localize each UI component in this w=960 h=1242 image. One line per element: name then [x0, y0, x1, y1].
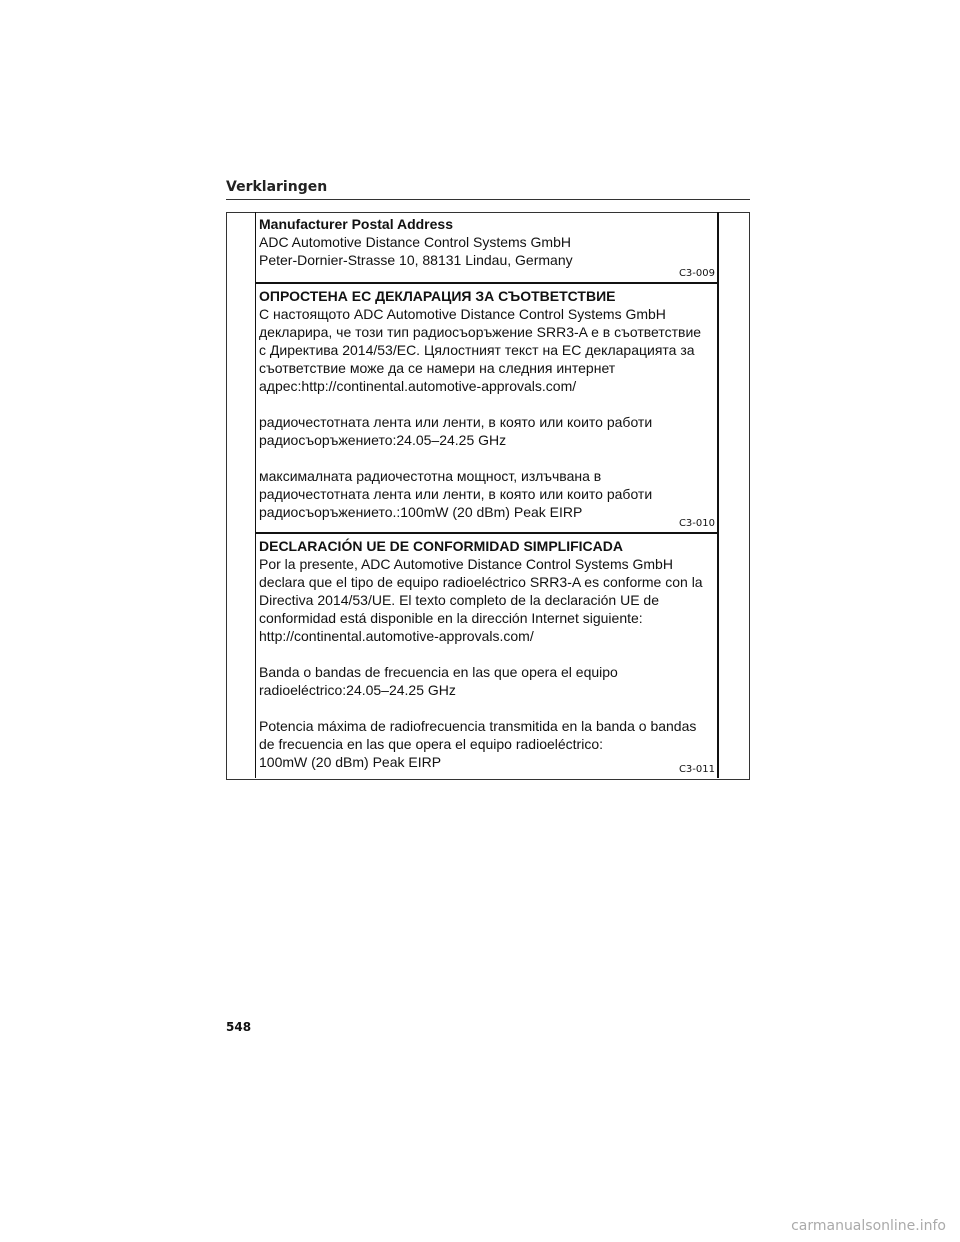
paragraph-gap	[259, 699, 715, 717]
panel-line: адрес:http://continental.automotive-approvals.com/	[259, 378, 577, 394]
panel-line: С настоящото ADC Automotive Distance Control Systems GmbH	[259, 306, 666, 322]
section-rule	[226, 199, 750, 200]
reference-code: C3-011	[678, 764, 715, 775]
panel-line: с Директива 2014/53/ЕС. Цялостният текст на ЕС декларацията за	[259, 342, 695, 358]
panel-line: радиочестотната лента или ленти, в която или които работи	[259, 414, 653, 430]
panel-manufacturer-address	[255, 212, 719, 282]
panel-line: максималната радиочестотна мощност, излъчвана в	[259, 468, 602, 484]
panel-line: declara que el tipo de equipo radioeléctrico SRR3-A es conforme con la	[259, 574, 703, 590]
page-number: 548	[226, 1020, 252, 1034]
panel-line: радиосъоръжението:24.05–24.25 GHz	[259, 432, 507, 448]
panel-line: Por la presente, ADC Automotive Distance Control Systems GmbH	[259, 556, 673, 572]
panel-title: Manufacturer Postal Address	[259, 216, 453, 232]
panel-line: съответствие може да се намери на следния интернет	[259, 360, 616, 376]
panel-declaration-es	[255, 534, 719, 778]
watermark-link[interactable]: carmanualsonline.info	[791, 1218, 946, 1234]
paragraph-gap	[259, 449, 715, 467]
panel-line: декларира, че този тип радиосъоръжение SRR3-A е в съответствие	[259, 324, 702, 340]
panel-line: de frecuencia en las que opera el equipo radioeléctrico:	[259, 736, 604, 752]
panel-title: ОПРОСТЕНА ЕС ДЕКЛАРАЦИЯ ЗА СЪОТВЕТСТВИЕ	[259, 288, 616, 304]
panel-line: http://continental.automotive-approvals.com/	[259, 628, 534, 644]
panel-line: radioeléctrico:24.05–24.25 GHz	[259, 682, 456, 698]
panel-line: радиочестотната лента или ленти, в която или които работи	[259, 486, 653, 502]
reference-code: C3-010	[678, 518, 715, 529]
panel-line: ADC Automotive Distance Control Systems GmbH	[259, 234, 571, 250]
panel-line: Potencia máxima de radiofrecuencia transmitida en la banda o bandas	[259, 718, 697, 734]
panel-title: DECLARACIÓN UE DE CONFORMIDAD SIMPLIFICADA	[259, 538, 623, 554]
panel-line: Peter-Dornier-Strasse 10, 88131 Lindau, Germany	[259, 252, 573, 268]
reference-code: C3-009	[678, 268, 715, 279]
panel-line: Directiva 2014/53/UE. El texto completo de la declaración UE de	[259, 592, 659, 608]
panel-declaration-bg	[255, 284, 719, 532]
paragraph-gap	[259, 395, 715, 413]
panel-line: радиосъоръжението.:100mW (20 dBm) Peak EIRP	[259, 504, 583, 520]
section-title: Verklaringen	[226, 179, 328, 195]
panel-line: Banda o bandas de frecuencia en las que opera el equipo	[259, 664, 618, 680]
panel-line: conformidad está disponible en la dirección Internet siguiente:	[259, 610, 643, 626]
panel-line: 100mW (20 dBm) Peak EIRP	[259, 754, 442, 770]
paragraph-gap	[259, 645, 715, 663]
